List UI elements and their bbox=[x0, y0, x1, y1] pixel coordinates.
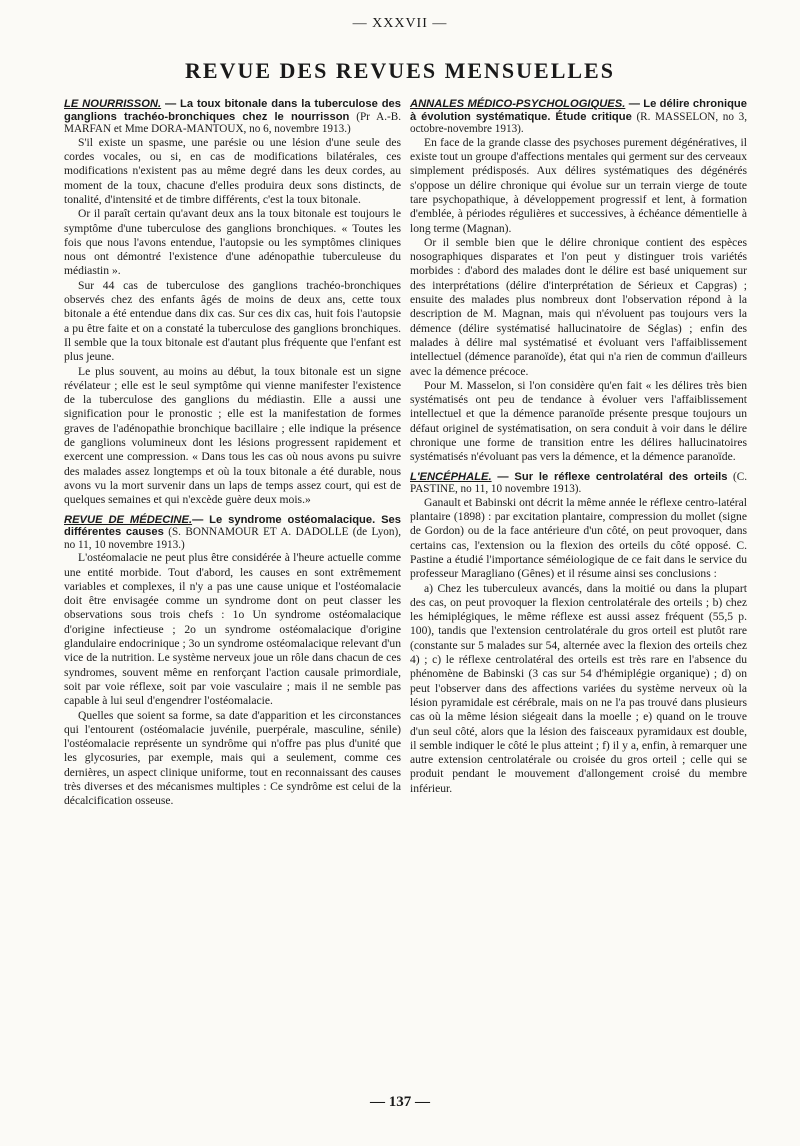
paragraph: Le plus souvent, au moins au début, la toux bitonale est un signe révélateur ; elle est le seul symptôme qui vienne manifester l'existence de la tuberculose des ganglions du médiastin. Elle a aussi une signification pour le pronostic ; elle est la manifestation de formes graves de l'adénopathie bronchique bacillaire ; elle indique la présence de ganglions volumineux dont les lésions progressent rapidement et exercent une compression. « Dans tous les cas où nous avons pu suivre des malades assez longtemps et où la toux bitonale a été durable, nous avons vu la mort survenir dans un laps de temps assez court, qui est de quelques semaines et qui n'excède guère deux mois.» bbox=[64, 364, 401, 507]
paragraph: Pour M. Masselon, si l'on considère qu'en fait « les délires très bien systématisés ont peu de tendance à évoluer vers l'affaiblissement intellectuel et que la démence paranoïde présente presque toujours un défaut originel de systématisation, on sera conduit à voir dans le délire chronique une forme de transition entre les délires hallucinatoires systématisés n'évoluant pas vers la démence, et la démence paranoïde. bbox=[410, 378, 747, 464]
journal-name: L'ENCÉPHALE. bbox=[410, 470, 492, 483]
paragraph: Or il paraît certain qu'avant deux ans la toux bitonale est toujours le symptôme d'une tuberculose des ganglions bronchiques. « Toutes les fois que nous l'avons entendue, l'autopsie ou les symptômes cliniques nous ont démontré l'existence d'une adénopathie tuberculeuse du médiastin ». bbox=[64, 207, 401, 278]
article-citation: (C. PASTINE, no 11, 10 novembre 1913). bbox=[410, 470, 747, 496]
journal-name: REVUE DE MÉDECINE. bbox=[64, 513, 193, 526]
paragraph: a) Chez les tuberculeux avancés, dans la moitié ou dans la plupart des cas, on peut provoquer la flexion centrolatérale des orteils ; b) chez les hémiplégiques, le même réflexe est aussi assez fréquent (55,5 p. 100), tandis que l'extension centrolatérale du gros orteil est plutôt rare (constante sur 5 malades sur 54, alternée avec la flexion des orteils chez 4) ; c) le réflexe centrolatéral des orteils est très rare en l'absence du phénomène de Babinski (3 cas sur 54 d'hémiplégie organique) ; d) on peut l'observer dans des affections variées du système nerveux où la lésion pyramidale est cérébrale, mais on ne l'a pas trouvé dans plusieurs cas où la même lésion siégeait dans la moelle ; e) quand on le trouve d'un seul côté, alors que la lésion des faisceaux pyramidaux est double, il semble indiquer le côté le plus atteint ; f) il y a, enfin, à remarquer une autre extension centrolatérale ou croisée du gros orteil ; celle qui se produit pendant le mouvement d'allongement croisé du membre inférieur. bbox=[410, 581, 747, 795]
page-header: — XXXVII — bbox=[352, 16, 448, 31]
paragraph: Quelles que soient sa forme, sa date d'apparition et les circonstances qui l'entourent (ostéomalacie juvénile, puerpérale, masculine, sénile) l'ostéomalacie représente un syndrôme qui n'offre pas plus d'unité que les glycosuries, par exemple, mais qui a seulement, comme ces dernières, un aspect clinique uniforme, tout en reconnaissant des causes très diverses et des mécanismes multiples : Ce syndrôme est celui de la décalcification osseuse. bbox=[64, 708, 401, 808]
article-title: — La toux bitonale dans la tuberculose des ganglions trachéo-bronchiques chez le nourrisson bbox=[64, 98, 401, 123]
article-heading bbox=[64, 98, 401, 136]
article-citation: (R. MASSELON, no 3, octobre-novembre 1913). bbox=[410, 110, 747, 136]
article-encephale bbox=[410, 471, 747, 796]
article-heading bbox=[410, 471, 747, 496]
article-heading bbox=[64, 514, 401, 552]
article-title: — Sur le réflexe centrolatéral des orteils bbox=[491, 470, 728, 483]
paragraph: Sur 44 cas de tuberculose des ganglions trachéo-bronchiques observés chez des enfants âgés de moins de deux ans, cette toux bitonale a été entendue dans dix cas. Sur ces dix cas, huit fois l'autopsie a pu être faite et on a constaté la tuberculose des ganglions bronchiques. Il semble que la toux bitonale est d'autant plus fréquente que l'enfant est plus jeune. bbox=[64, 278, 401, 364]
article-revue-medecine bbox=[64, 514, 401, 809]
paragraph: L'ostéomalacie ne peut plus être considérée à l'heure actuelle comme une entité morbide. Tout d'abord, les causes en sont extrêmement variables et complexes, il n'y a pas une cause unique et l'ostéomalacie doit être envisagée comme un syndrome dont on peut classer les observations sous trois chefs : 1o Un syndrome ostéomalacique d'origine infectieuse ; 2o un syndrome ostéomalacique d'origine glandulaire endocrinique ; 3o un syndrome ostéomalacique relevant d'un vice de la nutrition. Le système nerveux joue un rôle dans chacun de ces syndromes, souvent même en renforçant l'action causale primordiale, soit par voie réflexe, soit par voie vasculaire ; mais il ne semble pas capable à lui seul d'engendrer l'ostéomalacie. bbox=[64, 551, 401, 708]
article-title: — Le délire chronique à évolution systématique. Étude critique bbox=[410, 98, 747, 123]
article-heading bbox=[410, 98, 747, 136]
article-citation: (S. BONNAMOUR ET A. DADOLLE (de Lyon), no 11, 10 novembre 1913.) bbox=[64, 526, 402, 551]
article-nourrisson bbox=[64, 98, 401, 508]
paragraph: S'il existe un spasme, une parésie ou une lésion d'une seule des cordes vocales, ou si, en cas de modifications bilatérales, ces modifications n'existent pas au même degré dans les deux cordes, au moment de la toux, chacune d'elles produira deux sons distincts, de tonalité, d'intensité et de timbre différents, c'est la toux bitonale. bbox=[64, 135, 401, 206]
right-column bbox=[410, 98, 747, 796]
journal-name: LE NOURRISSON. bbox=[64, 98, 162, 110]
paragraph: Or il semble bien que le délire chronique contient des espèces nosographiques disparates et l'on peut y distinguer trois variétés morbides : d'abord des malades dont le délire est basé uniquement sur des interprétations (délire d'interprétation de Sérieux et Capgras) ; ensuite des malades plus nombreux dont l'observation répond à la description de M. Magnan, mais qui n'évoluent pas toujours vers la démence (délire systématisé hallucinatoire de Séglas) ; enfin des malades à délire mal systématisé et évoluant vers l'affaiblissement intellectuel (démence paranoïde), état qui n'a rien de commun d'ailleurs avec la démence précoce. bbox=[410, 235, 747, 378]
paragraph: En face de la grande classe des psychoses purement dégénératives, il existe tout un groupe d'affections mentales qui germent sur des cerveaux simplement prédisposés. Aux délires systématiques des dégénérés s'oppose un délire chronique qui évolue sur un terrain vierge de toute tare psychopathique, à développement progressif et lent, à formation d'emblée, à périodes régulières et successives, à échéance démentielle à long terme (Magnan). bbox=[410, 135, 747, 235]
left-column bbox=[64, 98, 401, 809]
article-title: — Le syndrome ostéomalacique. Ses différentes causes bbox=[64, 513, 402, 539]
page-title: REVUE DES REVUES MENSUELLES bbox=[185, 58, 615, 83]
article-citation: (Pr A.-B. MARFAN et Mme DORA-MANTOUX, no 6, novembre 1913.) bbox=[64, 110, 401, 136]
paragraph: Ganault et Babinski ont décrit la même année le réflexe centro-latéral plantaire (1898) : par excitation plantaire, compression du mollet (signe de Gordon) ou de la face antérieure d'un côté, on peut provoquer, dans certains cas, l'extension ou la flexion des orteils du côté opposé. C. Pastine a étudié l'importance séméiologique de ce fait dans le service du professeur Maragliano (Gênes) et il résume ainsi ses conclusions : bbox=[410, 495, 747, 581]
article-annales bbox=[410, 98, 747, 465]
page-number: — 137 — bbox=[370, 1094, 430, 1110]
journal-name: ANNALES MÉDICO-PSYCHOLOGIQUES. bbox=[410, 98, 626, 110]
